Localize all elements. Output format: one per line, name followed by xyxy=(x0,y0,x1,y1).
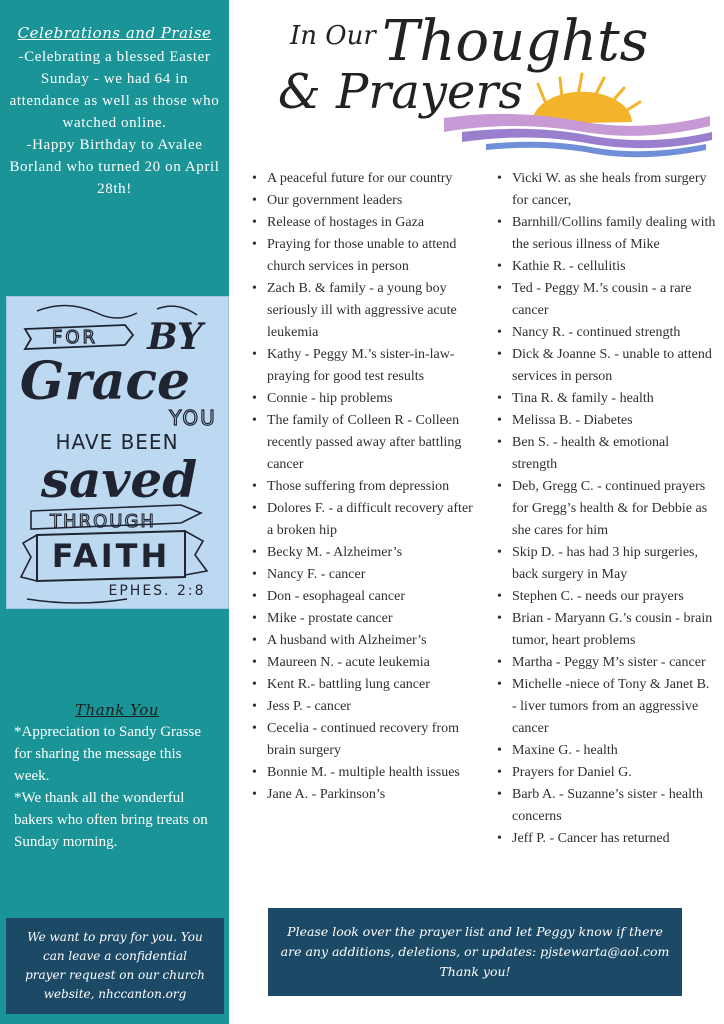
prayer-list-item: • Nancy F. - cancer xyxy=(250,564,474,586)
thank-you-line: Thank you! xyxy=(439,964,511,979)
prayer-list-item: • Stephen C. - needs our prayers xyxy=(495,586,717,608)
prayer-list-item: • Don - esophageal cancer xyxy=(250,586,474,608)
prayer-list-item: • Dolores F. - a difficult recovery after a broken hip xyxy=(250,498,474,542)
prayer-list-item: • Deb, Gregg C. - continued prayers for Gregg’s health & for Debbie as she cares for him xyxy=(495,476,717,542)
prayer-list-item: • Ted - Peggy M.’s cousin - a rare cancer xyxy=(495,278,717,322)
prayer-list-item: • Praying for those unable to attend church services in person xyxy=(250,234,474,278)
grace-word-through: THROUGH xyxy=(50,511,156,532)
prayer-list-item: • Release of hostages in Gaza xyxy=(250,212,474,234)
grace-words-have-been: HAVE BEEN xyxy=(55,430,179,454)
grace-word-saved: saved xyxy=(40,450,198,509)
prayer-list-column-2 xyxy=(495,168,717,850)
prayer-list-item: • Melissa B. - Diabetes xyxy=(495,410,717,432)
prayer-list-item: • Connie - hip problems xyxy=(250,388,474,410)
left-sidebar xyxy=(0,0,229,1024)
prayer-list-item: • Those suffering from depression xyxy=(250,476,474,498)
prayer-list-item: • Ben S. - health & emotional strength xyxy=(495,432,717,476)
prayer-list-item: • Kathie R. - cellulitis xyxy=(495,256,717,278)
prayer-list-item: • Kathy - Peggy M.’s sister-in-law-praying for good test results xyxy=(250,344,474,388)
prayer-list-item: • Martha - Peggy M’s sister - cancer xyxy=(495,652,717,674)
prayer-list-item: • Nancy R. - continued strength xyxy=(495,322,717,344)
prayer-request-text: We want to pray for you. You can leave a confidential prayer request on our church website, nhccanton.org xyxy=(25,930,205,1001)
header-and-prayers: & Prayers xyxy=(278,64,523,120)
thoughts-and-prayers-header xyxy=(276,0,716,160)
header-lettering-art xyxy=(276,0,716,160)
grace-lettering-art xyxy=(7,297,228,608)
update-request-text: Please look over the prayer list and let Peggy know if there are any additions, deletions, or updates: pjstewarta@aol.com xyxy=(280,924,670,959)
grace-reference: EPHES. 2:8 xyxy=(108,583,206,599)
header-thoughts: Thoughts xyxy=(382,9,649,74)
prayer-list-item: • The family of Colleen R - Colleen recently passed away after battling cancer xyxy=(250,410,474,476)
grace-word-you: YOU xyxy=(169,406,217,430)
prayer-list-item: • Tina R. & family - health xyxy=(495,388,717,410)
thank-you-section xyxy=(14,701,220,853)
prayer-list-item: • Kent R.- battling lung cancer xyxy=(250,674,474,696)
prayer-list-update-text xyxy=(268,922,682,982)
prayer-list-item: • Barb A. - Suzanne’s sister - health concerns xyxy=(495,784,717,828)
celebrations-section xyxy=(8,24,221,200)
prayer-list-item: • Michelle -niece of Tony & Janet B. - liver tumors from an aggressive cancer xyxy=(495,674,717,740)
celebrations-text: -Celebrating a blessed Easter Sunday - we had 64 in attendance as well as those who watched online. -Happy Birthday to Avalee Borland who turned 20 on April 28th! xyxy=(9,49,220,197)
thank-you-heading: Thank You xyxy=(75,701,159,719)
prayer-list-update-box xyxy=(268,908,682,996)
prayer-list-item: • A husband with Alzheimer’s xyxy=(250,630,474,652)
prayer-list-item: • A peaceful future for our country xyxy=(250,168,474,190)
prayer-list-item: • Mike - prostate cancer xyxy=(250,608,474,630)
prayer-list-item: • Jeff P. - Cancer has returned xyxy=(495,828,717,850)
prayer-list-item: • Brian - Maryann G.’s cousin - brain tumor, heart problems xyxy=(495,608,717,652)
prayer-request-box xyxy=(6,918,224,1014)
prayer-list-item: • Maureen N. - acute leukemia xyxy=(250,652,474,674)
prayer-list-item: • Skip D. - has had 3 hip surgeries, back surgery in May xyxy=(495,542,717,586)
prayer-list-item: • Jane A. - Parkinson’s xyxy=(250,784,474,806)
prayer-list-item: • Our government leaders xyxy=(250,190,474,212)
prayer-list-item: • Jess P. - cancer xyxy=(250,696,474,718)
prayer-list-item: • Zach B. & family - a young boy seriously ill with aggressive acute leukemia xyxy=(250,278,474,344)
prayer-list-item: • Prayers for Daniel G. xyxy=(495,762,717,784)
prayer-list-item: • Vicki W. as she heals from surgery for cancer, xyxy=(495,168,717,212)
thank-you-text: *Appreciation to Sandy Grasse for sharing the message this week. *We thank all the wonderful bakers who often bring treats on Sunday morning. xyxy=(14,724,208,850)
prayer-list-column-1 xyxy=(250,168,474,806)
prayer-list-item: • Dick & Joanne S. - unable to attend services in person xyxy=(495,344,717,388)
prayer-list-item: • Barnhill/Collins family dealing with the serious illness of Mike xyxy=(495,212,717,256)
prayer-list-item: • Becky M. - Alzheimer’s xyxy=(250,542,474,564)
grace-word-by: BY xyxy=(147,316,203,358)
header-in-our: In Our xyxy=(290,21,376,51)
prayer-list-item: • Bonnie M. - multiple health issues xyxy=(250,762,474,784)
grace-word-grace: Grace xyxy=(19,351,191,412)
grace-word-for: FOR xyxy=(51,327,99,348)
celebrations-heading: Celebrations and Praise xyxy=(17,24,212,42)
prayer-list-item: • Maxine G. - health xyxy=(495,740,717,762)
grace-word-faith: FAITH xyxy=(51,537,171,575)
prayer-list-item: • Cecelia - continued recovery from brain surgery xyxy=(250,718,474,762)
grace-scripture-image xyxy=(6,296,229,609)
